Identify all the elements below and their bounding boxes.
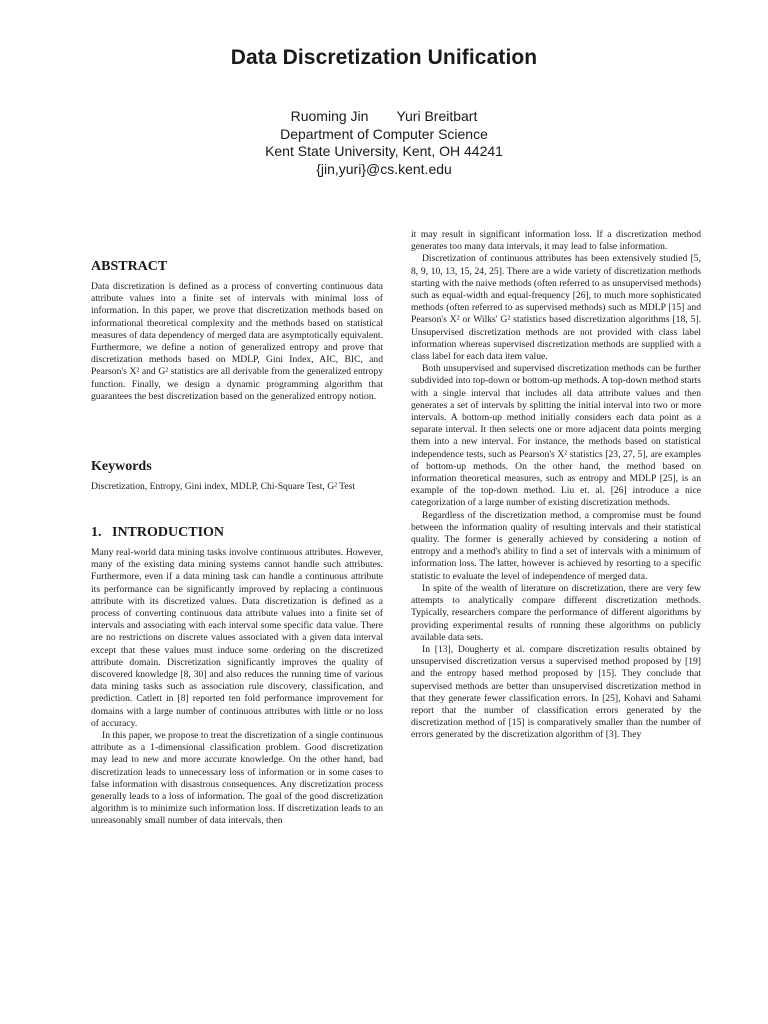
- body-paragraph: Discretization of continuous attributes has been extensively studied [5, 8, 9, 10, 13, 15, 24, 25]. There are a wide variety of discretization methods starting with the naive methods (often referred to as unsupervised methods) such as equal-width and equal-frequency [26], to much more sophisticated methods (often referred to as supervised methods) such as MDLP [15] and Pearson's X² or Wilks' G² statistics based discretization algorithms [18, 5]. Unsupervised discretization methods are not provided with class label information whereas supervised discretization methods are supplied with a class label for each data item value.: [411, 253, 701, 363]
- author-university: Kent State University, Kent, OH 44241: [265, 143, 503, 159]
- introduction-heading: 1. INTRODUCTION: [91, 525, 225, 540]
- abstract-text: Data discretization is defined as a process of converting continuous data attribute values into a finite set of intervals with minimal loss of information. In this paper, we prove that discretization methods based on informational theoretical complexity and the methods based on statistical measures of data dependency of merged data are asymptotically equivalent. Furthermore, we define a notion of generalized entropy and prove that discretization methods based on MDLP, Gini Index, AIC, BIC, and Pearson's X² and G² statistics are all derivable from the generalized entropy function. Finally, we design a dynamic programming algorithm that guarantees the best discretization based on the generalized entropy notion.: [91, 281, 383, 402]
- keywords-section: [91, 458, 383, 493]
- abstract-section: [91, 258, 383, 403]
- body-paragraph: In [13], Dougherty et al. compare discretization results obtained by unsupervised discretization versus a supervised method proposed by [19] and the entropy based method proposed by [15]. They conclude that supervised methods are better than unsupervised discretization method in that they generate fewer classification errors. In [25], Kohavi and Sahami report that the number of classification errors generated by the discretization method of [15] is comparatively smaller than the number of errors generated by the discretization algorithm of [3]. They: [411, 643, 701, 741]
- author-department: Department of Computer Science: [280, 125, 488, 142]
- keywords-text: Discretization, Entropy, Gini index, MDLP, Chi-Square Test, G² Test: [91, 481, 356, 492]
- body-paragraph: Regardless of the discretization method, a compromise must be found between the information quality of resulting intervals and their statistical quality. The former is generally achieved by considering a notion of entropy and a method's ability to find a set of intervals with a minimum of information loss. The latter, however is achieved by resorting to a specific statistic to evaluate the level of independence of merged data.: [411, 509, 701, 582]
- keywords-heading: Keywords: [91, 459, 152, 474]
- abstract-heading: ABSTRACT: [91, 259, 168, 274]
- intro-paragraph: Many real-world data mining tasks involve continuous attributes. However, many of the existing data mining systems cannot handle such attributes. Furthermore, even if a data mining task can handle a continuous attribute its performance can be significantly improved by replacing a continuous attribute with its discretized values. Data discretization is defined as a process of converting continuous data attribute values into a finite set of intervals and associating with each interval some specific data value. There are no restrictions on discrete values associated with a given data interval except that these values must induce some ordering on the discretized attribute domain. Discretization significantly improves the quality of discovered knowledge [8, 30] and also reduces the running time of various data mining tasks such as association rule discovery, classification, and prediction. Catlett in [8] reported ten fold performance improvement for domains with a large number of continuous attributes with little or no loss of accuracy.: [91, 547, 383, 729]
- author-email: {jin,yuri}@cs.kent.edu: [316, 160, 452, 177]
- body-paragraph: In spite of the wealth of literature on discretization, there are very few attempts to analytically compare different discretization methods. Typically, researchers compare the performance of different algorithms by providing experimental results of running these algorithms on publicly available data sets.: [411, 582, 701, 643]
- paper-title: Data Discretization Unification: [230, 46, 538, 69]
- author-names: [0, 108, 768, 126]
- author-name: Yuri Breitbart: [396, 108, 478, 124]
- introduction-section: [91, 524, 383, 828]
- body-paragraph: it may result in significant information loss. If a discretization method generates too many data intervals, it may lead to false information.: [411, 229, 701, 253]
- body-paragraph: Both unsupervised and supervised discretization methods can be further subdivided into top-down or bottom-up methods. A top-down method starts with a single interval that includes all data attribute values and then generates a set of intervals by splitting the initial interval into two or more intervals. A bottom-up method initially considers each data point as a separate interval. It then selects one or more adjacent data points merging them into a new interval. For instance, the methods based on statistical independence tests, such as Pearson's X² statistics [23, 27, 5], are examples of bottom-up methods. On the other hand, the method based on information theoretical measures, such as entropy and MDLP [25], is an example of the top-down method. Liu et. al. [26] introduce a nice categorization of a large number of existing discretization methods.: [411, 363, 701, 509]
- intro-paragraph: In this paper, we propose to treat the discretization of a single continuous attribute as a 1-dimensional classification problem. Good discretization may lead to new and more accurate knowledge. On the other hand, bad discretization leads to unnecessary loss of information or in some cases to false information with disastrous consequences. Any discretization process generally leads to a loss of information. The goal of the good discretization algorithm is to minimize such information loss. If discretization leads to an unreasonably small number of data intervals, then: [91, 730, 383, 827]
- author-name: Ruoming Jin: [290, 108, 369, 124]
- author-block: [0, 108, 768, 178]
- right-column: [411, 229, 701, 742]
